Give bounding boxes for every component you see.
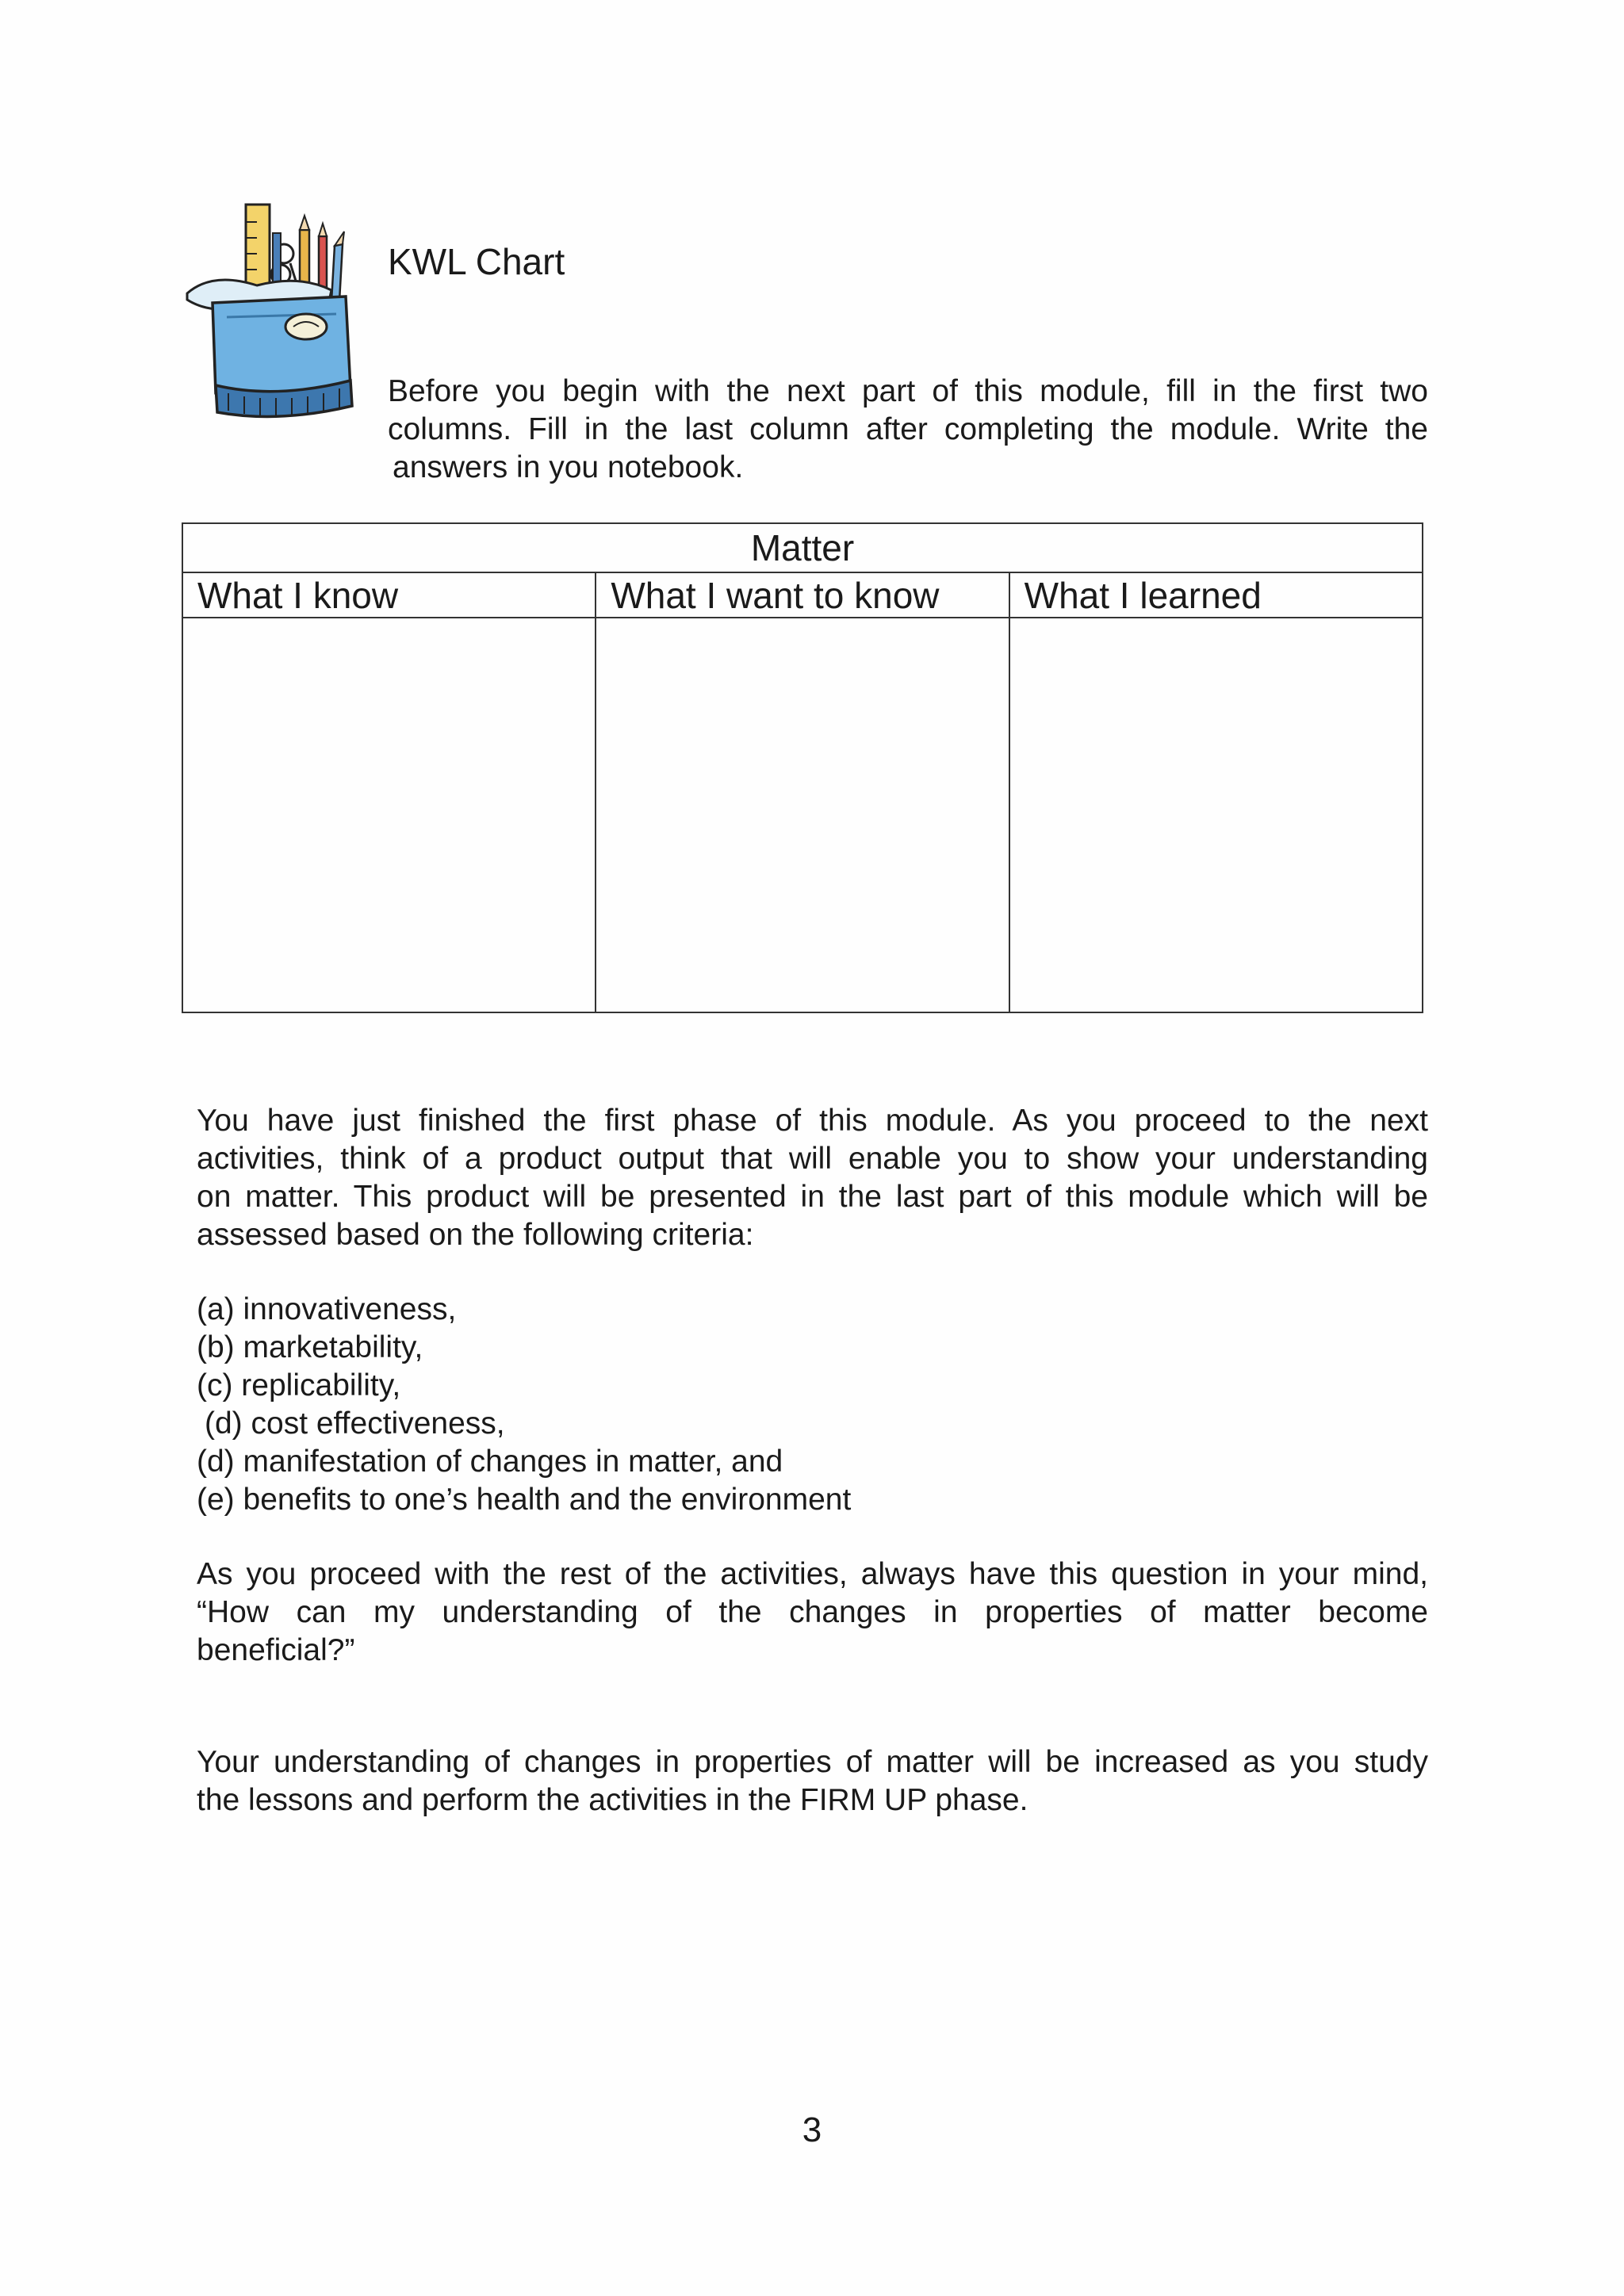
criteria-item: (d) manifestation of changes in matter, and (197, 1445, 783, 1479)
kwl-topic-header: Matter (182, 523, 1423, 572)
paragraph-line: activities, think of a product output that will enable you to show your understanding (197, 1142, 1428, 1176)
pencil-pouch-icon (181, 198, 365, 420)
paragraph-line: on matter. This product will be presented in the last part of this module which will be (197, 1180, 1428, 1214)
intro-line: Before you begin with the next part of this module, fill in the first two (388, 374, 1428, 408)
criteria-item: (e) benefits to one’s health and the environment (197, 1483, 852, 1517)
kwl-chart-table (182, 522, 1423, 1013)
paragraph-line: the lessons and perform the activities in the FIRM UP phase. (197, 1783, 1028, 1817)
criteria-list (197, 1291, 851, 1519)
paragraph-line: “How can my understanding of the changes in properties of matter become (197, 1595, 1428, 1629)
column-header-know: What I know (182, 572, 596, 618)
question-paragraph (197, 1556, 1428, 1670)
paragraph-line: Your understanding of changes in properties of matter will be increased as you study (197, 1745, 1428, 1779)
paragraph-line: You have just finished the first phase of this module. As you proceed to the next (197, 1104, 1428, 1138)
criteria-item: (c) replicability, (197, 1368, 401, 1402)
intro-line: columns. Fill in the last column after completing the module. Write the (388, 412, 1428, 446)
criteria-item: (a) innovativeness, (197, 1292, 457, 1326)
column-header-learned: What I learned (1009, 572, 1423, 618)
closing-paragraph (197, 1743, 1428, 1820)
answer-cell-know (182, 618, 596, 1012)
paragraph-line: beneficial?” (197, 1633, 355, 1667)
intro-paragraph (388, 373, 1428, 487)
column-header-want-to-know: What I want to know (596, 572, 1009, 618)
paragraph-line: As you proceed with the rest of the activities, always have this question in your mind, (197, 1557, 1428, 1591)
page-title: KWL Chart (388, 241, 565, 282)
phase-paragraph (197, 1102, 1428, 1254)
criteria-item: (b) marketability, (197, 1330, 423, 1364)
paragraph-line: assessed based on the following criteria: (197, 1218, 754, 1252)
page-number: 3 (802, 2110, 822, 2149)
answer-cell-learned (1009, 618, 1423, 1012)
answer-cell-want-to-know (596, 618, 1009, 1012)
intro-line: answers in you notebook. (393, 450, 744, 484)
criteria-item: (d) cost effectiveness, (205, 1406, 505, 1441)
